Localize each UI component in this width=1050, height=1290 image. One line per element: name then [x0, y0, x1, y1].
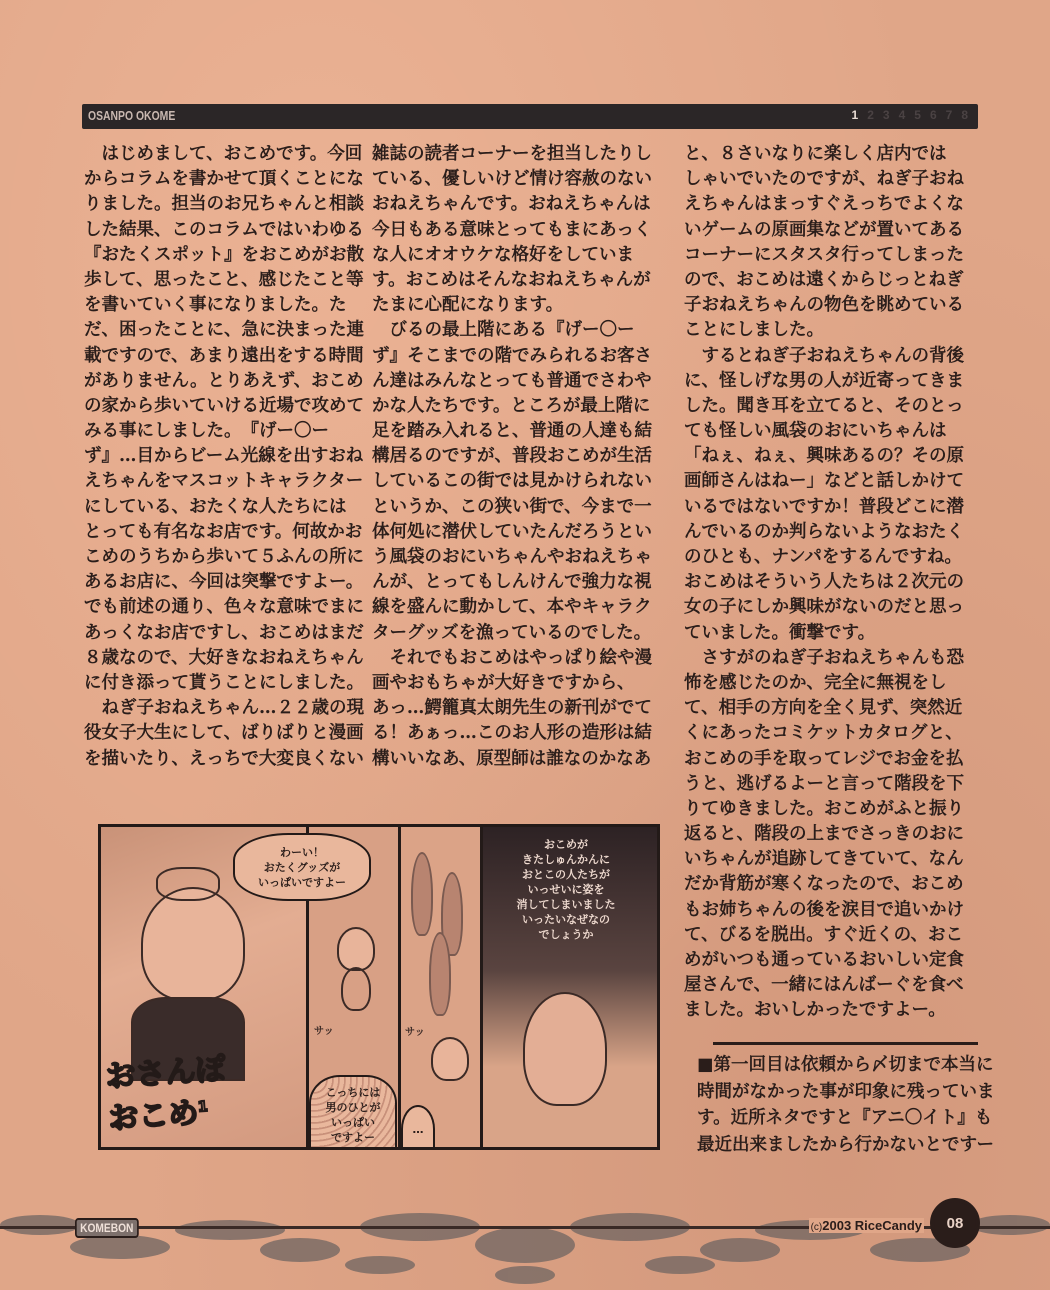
bubble-line: 男のひとが — [325, 1101, 381, 1114]
article-column-1 — [84, 142, 368, 772]
note-line: 最近出来ましたから行かないとですー — [697, 1134, 994, 1155]
text-line: がありません。とりあえず、おこめ — [84, 370, 364, 391]
text-line: みる事にしました。 『げー〇ー — [84, 421, 329, 442]
text-line: 載ですので、あまり遠出をする時間 — [84, 345, 364, 366]
text-line: る！あぁっ…このお人形の造形は結 — [372, 723, 652, 744]
footer-ornament — [0, 1195, 1050, 1290]
text-line: ても怪しい風袋のおにいちゃんは — [684, 421, 947, 442]
text-line: いるではないですか！普段どこに潜 — [684, 496, 964, 517]
text-line: 「ねぇ、ねぇ、興味あるの？その原 — [684, 446, 964, 467]
text-line: たまに心配になります。 — [372, 295, 564, 316]
text-line: ことにしました。 — [684, 320, 824, 341]
narration-box — [491, 837, 641, 942]
small-okome — [337, 927, 375, 971]
page-markers — [852, 108, 969, 122]
text-line: ず』…目からビーム光線を出すおね — [84, 446, 364, 467]
bubble-line: ですよー — [331, 1131, 375, 1144]
header-bar — [82, 104, 978, 129]
text-line: う風袋のおにいちゃんやおねえちゃ — [372, 547, 652, 567]
sfx-text: サッ — [314, 1026, 334, 1037]
page-marker: 2 — [867, 108, 874, 122]
bubble-line: おたくグッズが — [263, 860, 341, 874]
text-line: だか背筋が寒くなったので、おこめ — [684, 874, 964, 895]
character-negiko — [523, 992, 607, 1106]
character-okome — [141, 887, 245, 1001]
text-line: しているこの街では見かけられない — [372, 471, 652, 492]
text-line: にしている、おたくな人たちには — [84, 496, 347, 517]
text-line: と、８さいなりに楽しく店内では — [684, 144, 947, 164]
text-line: おねえちゃんです。おねえちゃんは — [372, 194, 651, 215]
text-line: す。おこめはそんなおねえちゃんが — [372, 269, 651, 290]
text-line: びるの最上階にある『げー〇ー — [372, 320, 635, 341]
text-line: 返ると、階段の上までさっきのおに — [684, 824, 964, 845]
narration-line: 消してしまいました — [516, 898, 616, 911]
text-line: ８歳なので、大好きなおねえちゃん — [84, 647, 364, 668]
speech-bubble-2 — [309, 1075, 397, 1150]
text-line: あっ…鰐籠真太朗先生の新刊がでて — [372, 698, 652, 719]
narration-line: きたしゅんかんに — [522, 853, 610, 866]
text-line: ターグッズを漁っているのでした。 — [372, 622, 652, 643]
bubble-line: いっぱい — [331, 1116, 375, 1129]
text-line: あっくなお店ですし、おこめはまだ — [84, 622, 364, 643]
speech-bubble-3: … — [401, 1105, 435, 1150]
text-line: に、怪しげな男の人が近寄ってきま — [684, 370, 964, 391]
narration-line: おとこの人たちが — [522, 868, 610, 881]
text-line: ている、優しいけど情け容赦のない — [372, 169, 652, 190]
text-line: 今日もある意味とってもまにあっく — [372, 219, 652, 240]
text-line: 歩して、思ったこと、感じたこと等 — [84, 269, 364, 290]
text-line: 画やおもちゃが大好きですから、 — [372, 672, 635, 693]
text-line: ました。おいしかったですよー。 — [684, 1000, 946, 1021]
text-line: でも前述の通り、色々な意味でまに — [84, 597, 364, 618]
page-number-badge — [934, 1202, 976, 1244]
text-line: 構居るのですが、普段おこめが生活 — [372, 446, 652, 467]
text-line: さすがのねぎ子おねえちゃんも恐 — [684, 647, 964, 668]
page-marker: 4 — [898, 108, 906, 122]
text-line: 雑誌の読者コーナーを担当したりし — [372, 144, 652, 164]
text-line: めがいつも通っているおいしい定食 — [684, 950, 964, 970]
text-line: のひとも、ナンパをするんですね。 — [684, 547, 962, 567]
text-line: えちゃんはまっすぐえっちでよくな — [684, 194, 964, 215]
text-line: した。聞き耳を立てると、そのとっ — [684, 395, 964, 416]
narration-line: いっせいに姿を — [527, 883, 605, 896]
text-line: おこめの手を取ってレジでお金を払 — [684, 748, 964, 769]
page-marker: 1 — [851, 108, 859, 122]
text-line: ねぎ子おねえちゃん…２２歳の現 — [84, 698, 364, 719]
text-line: んでいるのか判らないようなおたく — [684, 521, 964, 542]
text-line: こめのうちから歩いて５ふんの所に — [84, 547, 364, 567]
text-line: を描いたり、えっちで大変良くない — [84, 748, 364, 769]
text-line: というか、この狭い街で、今まで一 — [372, 496, 652, 517]
narration-line: おこめが — [544, 838, 588, 851]
comic-strip — [98, 824, 660, 1150]
comic-logo: おさんぽおこめ$^1$ — [104, 1051, 227, 1137]
text-line: て、相手の方向を全く見ず、突然近 — [684, 698, 963, 719]
text-line: いゲームの原画集などが置いてある — [684, 219, 964, 240]
speech-bubble-1 — [233, 833, 371, 901]
text-line: ん達はみんなとっても普通でさわや — [372, 370, 652, 391]
note-divider — [713, 1042, 978, 1045]
page-marker: 8 — [961, 108, 968, 122]
series-title: OSANPO OKOME — [88, 108, 176, 123]
text-line: 怖を感じたのか、完全に無視をし — [684, 672, 947, 693]
text-line: もお姉ちゃんの後を涙目で追いかけ — [684, 899, 964, 920]
narration-line: でしょうか — [538, 928, 594, 941]
text-line: いちゃんが追跡してきていて、なん — [684, 849, 964, 870]
text-line: の家から歩いていける近場で攻めて — [84, 395, 364, 416]
text-line: はじめまして、おこめです。今回 — [84, 144, 363, 164]
page-marker: 3 — [882, 108, 890, 122]
bubble-line: いっぱいですよー — [258, 875, 346, 889]
text-line: 足を踏み入れると、普通の人達も結 — [372, 421, 652, 442]
note-line: 時間がなかった事が印象に残っていま — [697, 1081, 995, 1102]
article-column-2 — [372, 142, 656, 772]
page-number: 08 — [946, 1214, 964, 1232]
text-line: おこめはそういう人たちは２次元の — [684, 572, 964, 593]
text-line: りてゆきました。おこめがふと振り — [684, 798, 964, 819]
text-line: ず』そこまでの階でみられるお客さ — [372, 345, 652, 366]
small-okome-body — [341, 967, 371, 1011]
text-line: 体何処に潜伏していたんだろうとい — [372, 521, 652, 542]
text-line: するとねぎ子おねえちゃんの背後 — [684, 345, 964, 366]
text-line: ので、おこめは遠くからじっとねぎ — [684, 269, 964, 290]
page-marker: 5 — [914, 108, 921, 122]
page-marker: 7 — [945, 108, 953, 122]
text-line: を書いていく事になりました。た — [84, 295, 347, 316]
note-line: す。近所ネタですと『アニ〇イト』も — [697, 1108, 993, 1128]
text-line: 画師さんはねー」などと話しかけて — [684, 471, 964, 492]
text-line: それでもおこめはやっぱり絵や漫 — [372, 647, 652, 668]
bubble-line: こっちには — [325, 1086, 381, 1099]
page-marker: 6 — [929, 108, 937, 122]
sfx-text: サッ — [405, 1027, 425, 1038]
text-line: だ、困ったことに、急に決まった連 — [84, 320, 364, 341]
brand-logo: KOMEBON — [75, 1218, 138, 1238]
text-line: 『おたくスポット』をおこめがお散 — [84, 244, 364, 265]
note-line: ■第一回目は依頼から〆切まで本当に — [697, 1055, 994, 1075]
author-note — [697, 1052, 995, 1158]
hair-ribbon — [156, 867, 220, 901]
text-line: 子おねえちゃんの物色を眺めている — [684, 295, 964, 316]
text-line: しゃいでいたのですが、ねぎ子おね — [684, 169, 964, 190]
text-line: 屋さんで、一緒にはんばーぐを食べ — [684, 975, 964, 996]
shadow-person — [411, 852, 433, 936]
text-line: な人にオオウケな格好をしていま — [372, 244, 634, 265]
text-line: ていました。衝撃です。 — [684, 622, 876, 643]
text-line: に付き添って貰うことにしました。 — [84, 672, 364, 693]
shadow-person — [429, 932, 451, 1016]
comic-panel-3 — [398, 827, 483, 1147]
text-line: くにあったコミケットカタログと、 — [684, 723, 963, 744]
text-line: した結果、このコラムではいわゆる — [84, 219, 364, 240]
text-line: んが、とってもしんけんで強力な視 — [372, 572, 652, 593]
bubble-line: わーい！ — [280, 845, 324, 859]
copyright: (c)2003 RiceCandy — [810, 1218, 922, 1233]
text-line: 女の子にしか興味がないのだと思っ — [684, 597, 964, 618]
text-line: 線を盛んに動かして、本やキャラク — [372, 597, 652, 618]
text-line: とっても有名なお店です。何故かお — [84, 521, 363, 542]
article-column-3 — [684, 142, 968, 1024]
text-line: からコラムを書かせて頂くことにな — [84, 169, 364, 190]
text-line: りました。担当のお兄ちゃんと相談 — [84, 194, 364, 215]
narration-line: いったいなぜなの — [522, 913, 610, 926]
small-okome — [431, 1037, 469, 1081]
text-line: 構いいなあ、原型師は誰なのかなあ — [372, 748, 652, 769]
text-line: 役女子大生にして、ばりばりと漫画 — [84, 723, 364, 744]
text-line: うと、逃げるよーと言って階段を下 — [684, 773, 964, 794]
text-line: えちゃんをマスコットキャラクター — [84, 471, 364, 492]
text-line: コーナーにスタスタ行ってしまった — [684, 244, 964, 265]
text-line: あるお店に、今回は突撃ですよー。 — [84, 572, 364, 593]
text-line: て、びるを脱出。すぐ近くの、おこ — [684, 924, 963, 945]
text-line: かな人たちです。ところが最上階に — [372, 395, 651, 416]
